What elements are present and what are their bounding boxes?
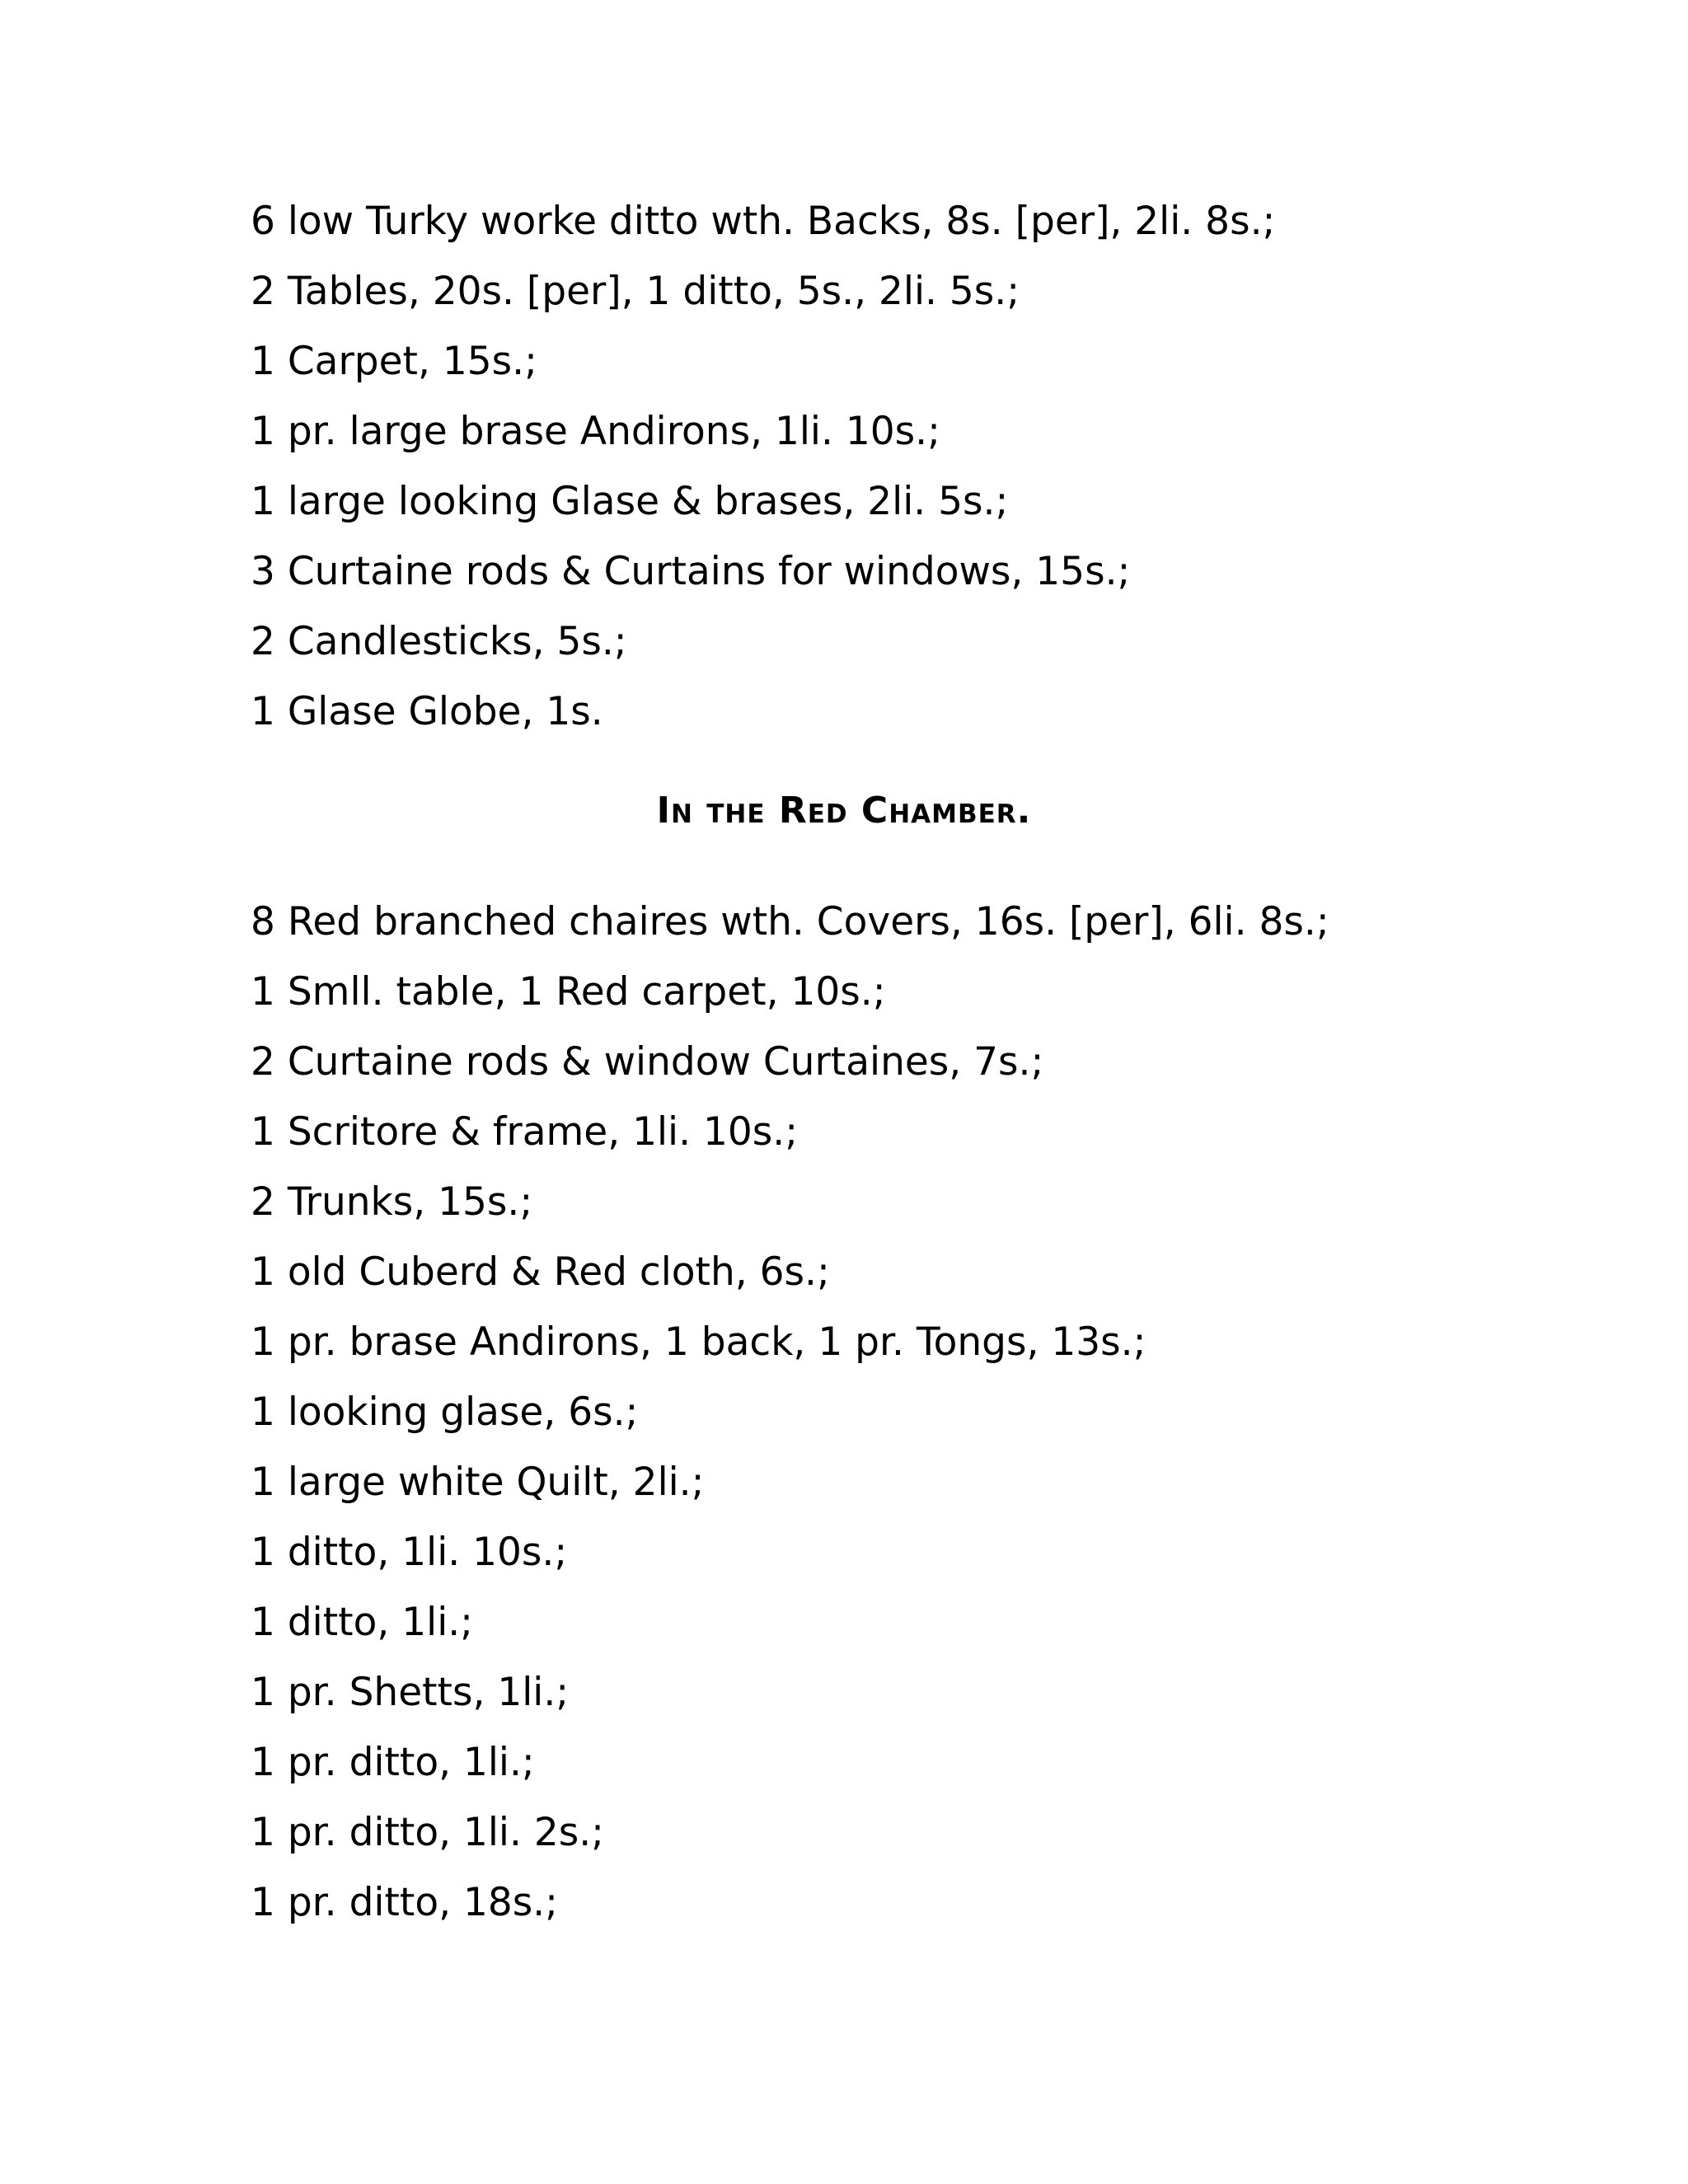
inventory-item: 6 low Turky worke ditto wth. Backs, 8s. [per], 2li. 8s.;: [251, 199, 1276, 244]
inventory-item: 2 Tables, 20s. [per], 1 ditto, 5s., 2li. 5s.;: [251, 269, 1020, 314]
inventory-item: 1 large looking Glase & brases, 2li. 5s.;: [251, 479, 1009, 524]
inventory-item: 1 pr. ditto, 1li.;: [251, 1740, 535, 1785]
inventory-list-red-chamber: [251, 887, 1329, 1938]
inventory-item: 1 Scritore & frame, 1li. 10s.;: [251, 1109, 799, 1155]
inventory-item: 1 pr. brase Andirons, 1 back, 1 pr. Tongs, 13s.;: [251, 1319, 1146, 1365]
inventory-item: 1 pr. ditto, 18s.;: [251, 1880, 559, 1925]
inventory-item: 1 Smll. table, 1 Red carpet, 10s.;: [251, 969, 886, 1015]
inventory-item: 1 large white Quilt, 2li.;: [251, 1460, 705, 1505]
inventory-item: 1 looking glase, 6s.;: [251, 1390, 639, 1435]
inventory-item: 2 Candlesticks, 5s.;: [251, 619, 627, 664]
section-heading-red-chamber: In the Red Chamber.: [656, 790, 1032, 832]
inventory-item: 1 ditto, 1li.;: [251, 1600, 474, 1645]
inventory-item: 1 pr. ditto, 1li. 2s.;: [251, 1810, 605, 1855]
inventory-item: 1 Carpet, 15s.;: [251, 339, 537, 384]
inventory-item: 2 Curtaine rods & window Curtaines, 7s.;: [251, 1039, 1044, 1085]
inventory-item: 1 pr. large brase Andirons, 1li. 10s.;: [251, 409, 940, 454]
inventory-item: 1 ditto, 1li. 10s.;: [251, 1530, 568, 1575]
inventory-item: 1 pr. Shetts, 1li.;: [251, 1670, 570, 1715]
inventory-list-first: [251, 186, 1275, 747]
inventory-item: 8 Red branched chaires wth. Covers, 16s. [per], 6li. 8s.;: [251, 899, 1329, 944]
inventory-item: 1 old Cuberd & Red cloth, 6s.;: [251, 1249, 830, 1295]
inventory-item: 3 Curtaine rods & Curtains for windows, 15s.;: [251, 549, 1131, 594]
inventory-item: 2 Trunks, 15s.;: [251, 1179, 533, 1225]
inventory-item: 1 Glase Globe, 1s.: [251, 689, 603, 734]
